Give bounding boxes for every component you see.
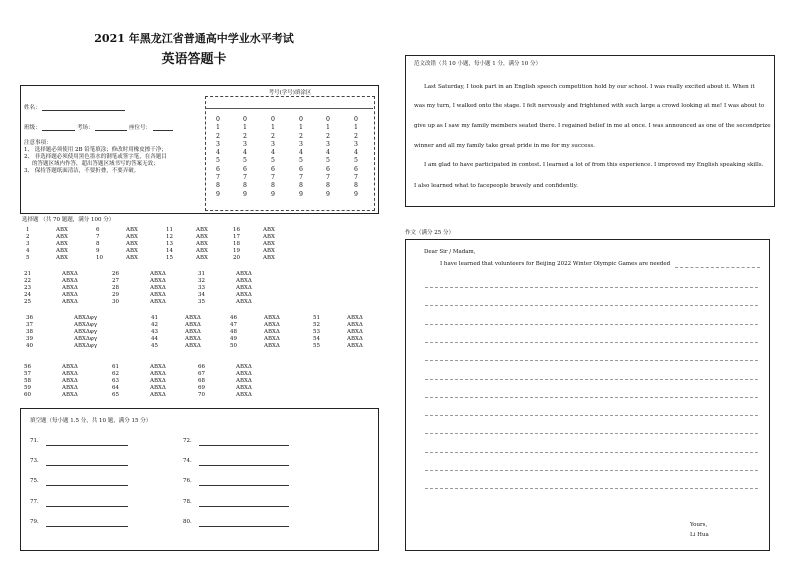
exam-no-digit[interactable]: 9 (354, 190, 358, 198)
mc-question-number: 25 (24, 299, 31, 305)
exam-no-digit[interactable]: 2 (216, 132, 220, 140)
mc-options[interactable]: ABXΔ (62, 285, 78, 291)
fill-item-label: 76. (183, 478, 192, 484)
mc-question-number: 1 (26, 227, 30, 233)
exam-no-row-separator (205, 108, 373, 109)
exam-no-digit[interactable]: 6 (243, 165, 247, 173)
mc-options[interactable]: ABX (126, 234, 138, 240)
mc-options[interactable]: ABXΔ (150, 392, 166, 398)
exam-no-digit[interactable]: 9 (216, 190, 220, 198)
mc-options[interactable]: ABXΔ (150, 285, 166, 291)
mc-options[interactable]: ABXΔ (150, 378, 166, 384)
mc-question-number: 9 (96, 248, 100, 254)
exam-no-digit[interactable]: 2 (299, 132, 303, 140)
mc-question-number: 16 (233, 227, 240, 233)
exam-no-digit[interactable]: 7 (243, 174, 247, 182)
mc-question-number: 21 (24, 271, 31, 277)
exam-no-column[interactable] (323, 116, 333, 199)
correction-line: winner and all my family take great pride in me for my success. (414, 143, 595, 149)
name-label: 姓名： (24, 105, 41, 111)
fill-item-label: 78. (183, 499, 192, 505)
mc-options[interactable]: ABX (126, 248, 138, 254)
exam-no-digit[interactable]: 8 (326, 182, 330, 190)
exam-no-digit[interactable]: 7 (216, 174, 220, 182)
fill-item-blank[interactable] (46, 484, 128, 486)
mc-options[interactable]: ABXΔ (62, 292, 78, 298)
mc-options[interactable]: ABXΔ (236, 285, 252, 291)
exam-no-digit[interactable]: 8 (216, 182, 220, 190)
essay-line[interactable] (425, 396, 758, 398)
fill-item-blank[interactable] (199, 484, 289, 486)
mc-question-number: 57 (24, 371, 31, 377)
mc-question-number: 2 (26, 234, 30, 240)
exam-no-digit[interactable]: 3 (243, 140, 247, 148)
mc-options[interactable]: ABXΔ (62, 385, 78, 391)
mc-options[interactable]: ABXΔ (347, 336, 363, 342)
mc-question-number: 60 (24, 392, 31, 398)
essay-salutation: Dear Sir / Madam, (424, 249, 476, 255)
correction-title: 范文改错（共 10 小题，每小题 1 分，满分 10 分） (414, 61, 541, 67)
mc-options[interactable]: ABXΔ (185, 336, 201, 342)
mc-question-number: 48 (230, 329, 237, 335)
essay-line[interactable] (425, 487, 758, 489)
exam-no-digit[interactable]: 4 (271, 149, 275, 157)
fill-item-label: 71. (30, 438, 39, 444)
mc-options[interactable]: ABXΔφγ (74, 322, 98, 328)
mc-question-number: 18 (233, 241, 240, 247)
name-field[interactable] (42, 104, 125, 111)
essay-first-line-blank[interactable] (675, 267, 760, 268)
mc-options[interactable]: ABXΔφγ (74, 315, 98, 321)
mc-question-number: 6 (96, 227, 100, 233)
fill-item-label: 72. (183, 438, 192, 444)
essay-line[interactable] (425, 323, 758, 325)
mc-question-number: 41 (151, 315, 158, 321)
exam-no-grid (205, 96, 375, 211)
exam-no-digit[interactable]: 4 (216, 149, 220, 157)
mc-question-number: 56 (24, 364, 31, 370)
exam-no-digit[interactable]: 8 (354, 182, 358, 190)
mc-options[interactable]: ABXΔ (236, 271, 252, 277)
mc-question-number: 30 (112, 299, 119, 305)
fill-item-label: 74. (183, 458, 192, 464)
mc-options[interactable]: ABXΔ (347, 322, 363, 328)
mc-question-number: 13 (166, 241, 173, 247)
exam-no-digit[interactable]: 5 (216, 157, 220, 165)
mc-question-number: 20 (233, 255, 240, 261)
mc-question-number: 64 (112, 385, 119, 391)
mc-question-number: 59 (24, 385, 31, 391)
mc-question-number: 55 (313, 343, 320, 349)
exam-no-title: 考号(学号)填涂区 (268, 90, 312, 96)
mc-options[interactable]: ABXΔ (150, 299, 166, 305)
fill-item-label: 80. (183, 519, 192, 525)
seat-field[interactable] (153, 124, 173, 131)
mc-options[interactable]: ABXΔφγ (74, 336, 98, 342)
correction-line: give up as I saw my family members seated there. I regained belief in me at once. I was announced as one of the secondprize (414, 123, 771, 129)
exam-no-column[interactable] (268, 116, 278, 199)
mc-question-number: 52 (313, 322, 320, 328)
mc-options[interactable]: ABX (263, 248, 275, 254)
essay-line[interactable] (425, 304, 758, 306)
essay-signature: Li Hua (690, 532, 709, 538)
mc-question-number: 17 (233, 234, 240, 240)
note-2b: 的答题区域内作答，超出答题区域书写的答案无效； (32, 160, 159, 167)
exam-no-digit[interactable]: 4 (326, 149, 330, 157)
page-subtitle: 英语答题卡 (161, 52, 227, 67)
exam-no-digit[interactable]: 8 (271, 182, 275, 190)
exam-no-digit[interactable]: 2 (354, 132, 358, 140)
exam-no-digit[interactable]: 3 (271, 140, 275, 148)
mc-question-number: 65 (112, 392, 119, 398)
mc-options[interactable]: ABX (263, 241, 275, 247)
mc-options[interactable]: ABXΔ (347, 329, 363, 335)
exam-no-digit[interactable]: 7 (326, 174, 330, 182)
exam-no-digit[interactable]: 6 (216, 165, 220, 173)
mc-question-number: 69 (198, 385, 205, 391)
exam-no-digit[interactable]: 3 (299, 140, 303, 148)
mc-options[interactable]: ABXΔ (264, 329, 280, 335)
mc-question-number: 68 (198, 378, 205, 384)
mc-question-number: 3 (26, 241, 30, 247)
exam-no-digit[interactable]: 9 (326, 190, 330, 198)
mc-question-number: 28 (112, 285, 119, 291)
exam-no-digit[interactable]: 5 (354, 157, 358, 165)
essay-title: 作文（满分 25 分） (405, 230, 454, 236)
fill-item-label: 79. (30, 519, 39, 525)
fill-item-blank[interactable] (46, 464, 128, 466)
name-row (24, 103, 125, 111)
page-title: 2021 年黑龙江省普通高中学业水平考试 (94, 32, 294, 45)
correction-line: was my turn, I walked onto the stage. I felt nervously and frightened with such large a crowd looking at me! I was about to (414, 103, 765, 109)
exam-no-digit[interactable]: 2 (326, 132, 330, 140)
mc-options[interactable]: ABX (263, 227, 275, 233)
class-label: 班级： (24, 125, 41, 131)
mc-options[interactable]: ABXΔ (185, 329, 201, 335)
mc-options[interactable]: ABX (56, 241, 68, 247)
exam-no-digit[interactable]: 3 (216, 140, 220, 148)
seat-label: 座位号： (129, 125, 152, 131)
mc-options[interactable]: ABXΔ (347, 343, 363, 349)
mc-question-number: 58 (24, 378, 31, 384)
mc-options[interactable]: ABXΔ (236, 385, 252, 391)
mc-question-number: 46 (230, 315, 237, 321)
room-field[interactable] (95, 124, 127, 131)
exam-no-digit[interactable]: 5 (271, 157, 275, 165)
mc-question-number: 14 (166, 248, 173, 254)
mc-question-number: 8 (96, 241, 100, 247)
mc-question-number: 45 (151, 343, 158, 349)
mc-question-number: 67 (198, 371, 205, 377)
exam-no-digit[interactable]: 6 (299, 165, 303, 173)
mc-options[interactable]: ABXΔ (62, 378, 78, 384)
mc-question-number: 4 (26, 248, 30, 254)
exam-no-digit[interactable]: 9 (271, 190, 275, 198)
fill-title: 填空题（每小题 1.5 分，共 10 题，满分 15 分） (30, 418, 152, 424)
exam-no-digit[interactable]: 0 (271, 116, 275, 123)
mc-question-number: 42 (151, 322, 158, 328)
exam-no-column[interactable] (296, 116, 306, 199)
mc-options[interactable]: ABX (56, 234, 68, 240)
exam-no-digit[interactable]: 7 (299, 174, 303, 182)
mc-options[interactable]: ABXΔ (150, 385, 166, 391)
mc-options[interactable]: ABXΔ (264, 343, 280, 349)
mc-options[interactable]: ABXΔ (347, 315, 363, 321)
mc-question-number: 51 (313, 315, 320, 321)
fill-item-blank[interactable] (46, 444, 128, 446)
exam-no-digit[interactable]: 2 (271, 132, 275, 140)
mc-options[interactable]: ABXΔ (236, 392, 252, 398)
mc-question-number: 37 (26, 322, 33, 328)
fill-item-blank[interactable] (46, 525, 128, 527)
mc-question-number: 70 (198, 392, 205, 398)
mc-options[interactable]: ABXΔ (264, 336, 280, 342)
mc-options[interactable]: ABXΔ (62, 299, 78, 305)
exam-no-digit[interactable]: 1 (271, 124, 275, 132)
room-label: 考场： (77, 125, 94, 131)
mc-question-number: 10 (96, 255, 103, 261)
mc-options[interactable]: ABXΔ (150, 271, 166, 277)
exam-no-digit[interactable]: 4 (354, 149, 358, 157)
note-2: 2、 非选择题必须使用黑色墨水的钢笔或签字笔，在各题目 (24, 153, 167, 160)
exam-no-column[interactable] (240, 116, 250, 199)
mc-options[interactable]: ABXΔ (150, 371, 166, 377)
exam-no-digit[interactable]: 5 (299, 157, 303, 165)
mc-question-number: 49 (230, 336, 237, 342)
mc-options[interactable]: ABXΔ (150, 278, 166, 284)
mc-title: 选择题 （共 70 题题，满分 100 分） (22, 217, 115, 223)
mc-question-number: 61 (112, 364, 119, 370)
mc-question-number: 24 (24, 292, 31, 298)
mc-question-number: 23 (24, 285, 31, 291)
mc-options[interactable]: ABX (126, 241, 138, 247)
mc-question-number: 39 (26, 336, 33, 342)
fill-box (20, 408, 379, 551)
mc-options[interactable]: ABXΔ (150, 292, 166, 298)
mc-options[interactable]: ABXΔ (150, 364, 166, 370)
mc-question-number: 63 (112, 378, 119, 384)
mc-options[interactable]: ABXΔ (62, 278, 78, 284)
exam-no-digit[interactable]: 0 (354, 116, 358, 123)
essay-line[interactable] (425, 414, 758, 416)
exam-no-digit[interactable]: 1 (354, 124, 358, 132)
exam-no-digit[interactable]: 4 (243, 149, 247, 157)
exam-no-digit[interactable]: 7 (271, 174, 275, 182)
essay-closing: Yours, (690, 522, 708, 528)
fill-item-label: 75. (30, 478, 39, 484)
exam-no-digit[interactable]: 5 (326, 157, 330, 165)
exam-no-column[interactable] (213, 116, 223, 199)
mc-question-number: 32 (198, 278, 205, 284)
mc-question-number: 66 (198, 364, 205, 370)
essay-line[interactable] (425, 341, 758, 343)
class-field[interactable] (42, 124, 75, 131)
exam-no-digit[interactable]: 0 (326, 116, 330, 123)
mc-options[interactable]: ABX (196, 255, 208, 261)
mc-question-number: 33 (198, 285, 205, 291)
essay-line[interactable] (425, 378, 758, 380)
fill-item-blank[interactable] (199, 444, 289, 446)
mc-options[interactable]: ABX (196, 234, 208, 240)
mc-options[interactable]: ABXΔ (264, 315, 280, 321)
mc-question-number: 54 (313, 336, 320, 342)
mc-question-number: 47 (230, 322, 237, 328)
fill-item-blank[interactable] (46, 505, 128, 507)
mc-question-number: 50 (230, 343, 237, 349)
exam-no-digit[interactable]: 0 (299, 116, 303, 123)
exam-no-digit[interactable]: 8 (299, 182, 303, 190)
correction-line: I am glad to have participated in contest. I learned a lot of from this experience. I improved my English speaking skills. (424, 162, 764, 168)
mc-question-number: 43 (151, 329, 158, 335)
mc-question-number: 53 (313, 329, 320, 335)
mc-options[interactable]: ABXΔ (236, 278, 252, 284)
mc-options[interactable]: ABX (126, 227, 138, 233)
exam-no-digit[interactable]: 3 (326, 140, 330, 148)
mc-options[interactable]: ABXΔ (236, 371, 252, 377)
mc-options[interactable]: ABX (196, 227, 208, 233)
mc-question-number: 44 (151, 336, 158, 342)
note-1: 1、 选择题必须使用 2B 铅笔填涂；修改时用橡皮擦干净； (24, 146, 167, 153)
exam-no-digit[interactable]: 6 (271, 165, 275, 173)
mc-question-number: 27 (112, 278, 119, 284)
exam-no-digit[interactable]: 5 (243, 157, 247, 165)
mc-question-number: 22 (24, 278, 31, 284)
exam-no-digit[interactable]: 6 (354, 165, 358, 173)
essay-line[interactable] (425, 469, 758, 471)
essay-line[interactable] (425, 451, 758, 453)
mc-question-number: 15 (166, 255, 173, 261)
fill-item-blank[interactable] (199, 505, 289, 507)
mc-question-number: 29 (112, 292, 119, 298)
exam-no-column[interactable] (351, 116, 361, 199)
mc-options[interactable]: ABXΔ (62, 271, 78, 277)
mc-options[interactable]: ABX (263, 234, 275, 240)
mc-options[interactable]: ABXΔ (185, 322, 201, 328)
mc-question-number: 11 (166, 227, 173, 233)
exam-no-digit[interactable]: 3 (354, 140, 358, 148)
exam-no-digit[interactable]: 1 (243, 124, 247, 132)
mc-question-number: 40 (26, 343, 33, 349)
fill-item-label: 73. (30, 458, 39, 464)
mc-question-number: 36 (26, 315, 33, 321)
class-row (24, 123, 173, 131)
exam-no-digit[interactable]: 1 (299, 124, 303, 132)
mc-options[interactable]: ABX (56, 227, 68, 233)
exam-no-digit[interactable]: 0 (216, 116, 220, 123)
exam-no-digit[interactable]: 0 (243, 116, 247, 123)
mc-options[interactable]: ABXΔ (62, 364, 78, 370)
exam-no-digit[interactable]: 4 (299, 149, 303, 157)
exam-no-digit[interactable]: 7 (354, 174, 358, 182)
mc-options[interactable]: ABXΔ (236, 299, 252, 305)
mc-options[interactable]: ABX (196, 248, 208, 254)
exam-no-digit[interactable]: 1 (326, 124, 330, 132)
mc-options[interactable]: ABXΔ (62, 392, 78, 398)
correction-line: Last Saturday, I took part in an English speech competition hold by our school. I was really excited about it. When it (424, 84, 755, 90)
mc-options[interactable]: ABX (56, 255, 68, 261)
essay-first-line: I have learned that volunteers for Beijing 2022 Winter Olympic Games are needed (440, 261, 671, 267)
exam-no-digit[interactable]: 9 (243, 190, 247, 198)
notes-title: 注意事项： (24, 140, 52, 146)
mc-question-number: 38 (26, 329, 33, 335)
fill-item-blank[interactable] (199, 525, 289, 527)
mc-options[interactable]: ABXΔ (236, 364, 252, 370)
mc-options[interactable]: ABX (263, 255, 275, 261)
exam-no-digit[interactable]: 1 (216, 124, 220, 132)
exam-no-digit[interactable]: 8 (243, 182, 247, 190)
mc-question-number: 12 (166, 234, 173, 240)
mc-options[interactable]: ABXΔφγ (74, 329, 98, 335)
mc-options[interactable]: ABX (126, 255, 138, 261)
mc-question-number: 19 (233, 248, 240, 254)
mc-question-number: 62 (112, 371, 119, 377)
mc-question-number: 35 (198, 299, 205, 305)
mc-options[interactable]: ABXΔ (185, 315, 201, 321)
correction-line: I also learned what to facepeople bravely and confidently. (414, 183, 578, 189)
fill-item-blank[interactable] (199, 464, 289, 466)
mc-question-number: 7 (96, 234, 100, 240)
exam-no-digit[interactable]: 9 (299, 190, 303, 198)
mc-options[interactable]: ABX (56, 248, 68, 254)
mc-options[interactable]: ABXΔ (185, 343, 201, 349)
mc-question-number: 31 (198, 271, 205, 277)
notes (24, 140, 199, 174)
essay-line[interactable] (425, 432, 758, 434)
essay-line[interactable] (425, 286, 758, 288)
mc-question-number: 26 (112, 271, 119, 277)
mc-options[interactable]: ABXΔ (236, 292, 252, 298)
note-3: 3、 保持答题纸面清洁，不要折叠，不要弄破。 (24, 167, 140, 174)
mc-options[interactable]: ABXΔφγ (74, 343, 98, 349)
mc-options[interactable]: ABX (196, 241, 208, 247)
mc-options[interactable]: ABXΔ (62, 371, 78, 377)
essay-line[interactable] (425, 359, 758, 361)
mc-options[interactable]: ABXΔ (264, 322, 280, 328)
fill-item-label: 77. (30, 499, 39, 505)
mc-options[interactable]: ABXΔ (236, 378, 252, 384)
mc-question-number: 5 (26, 255, 30, 261)
exam-no-digit[interactable]: 2 (243, 132, 247, 140)
exam-no-digit[interactable]: 6 (326, 165, 330, 173)
mc-question-number: 34 (198, 292, 205, 298)
